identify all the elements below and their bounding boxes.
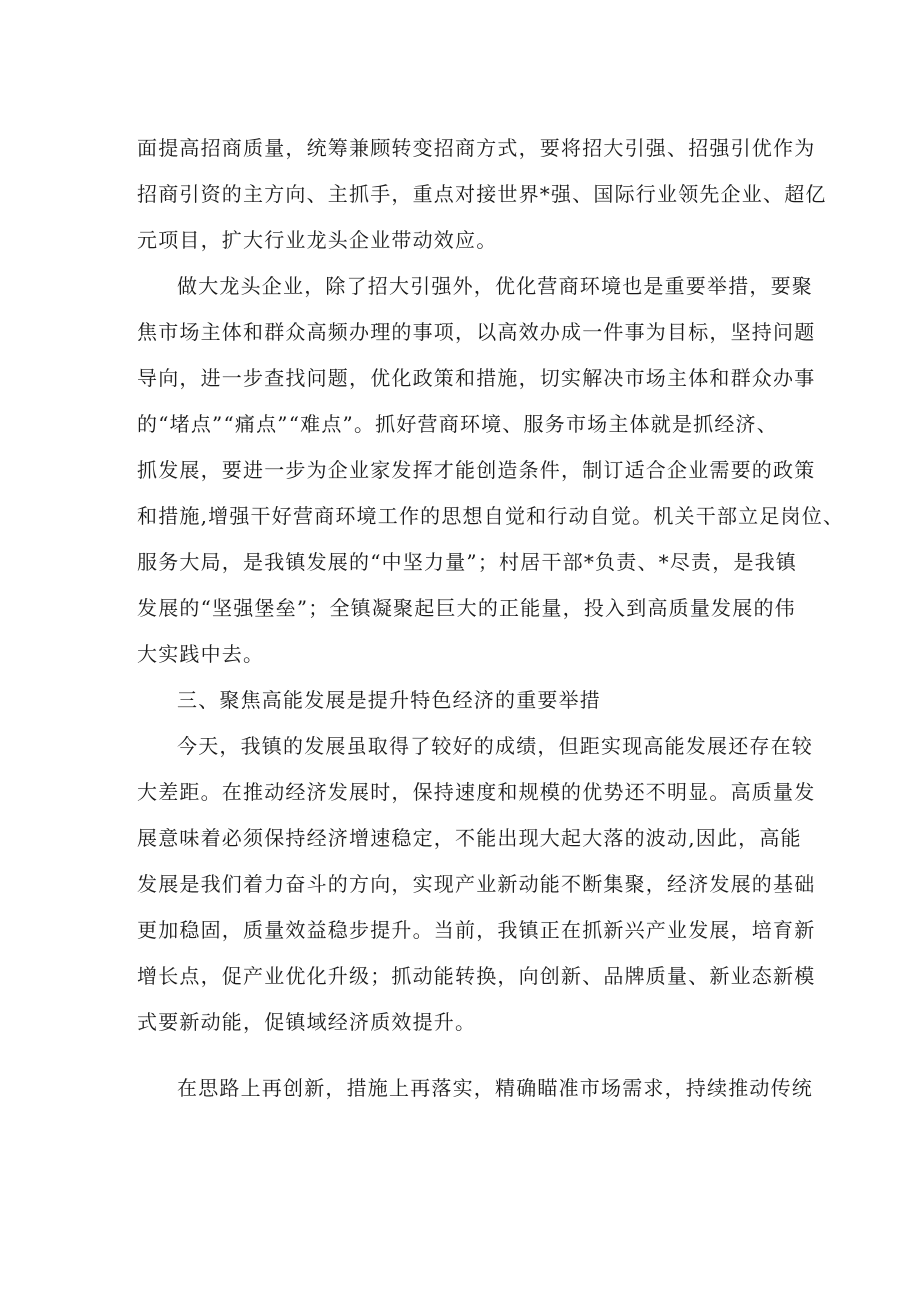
text-line-8: 抓发展，要进一步为企业家发挥才能创造条件，制订适合企业需要的政策: [137, 458, 816, 482]
text-line-16: 展意味着必须保持经济增速稳定，不能出现大起大落的波动,因此，高能: [137, 826, 802, 850]
text-line-20: 式要新动能，促镇域经济质效提升。: [137, 1010, 477, 1034]
text-line-11: 发展的“坚强堡垒”；全镇凝聚起巨大的正能量，投入到高质量发展的伟: [137, 596, 796, 620]
text-line-18: 更加稳固，质量效益稳步提升。当前，我镇正在抓新兴产业发展，培育新: [137, 918, 816, 942]
text-line-19: 增长点，促产业优化升级；抓动能转换，向创新、品牌质量、新业态新模: [137, 964, 816, 988]
text-line-21: 在思路上再创新，措施上再落实，精确瞄准市场需求，持续推动传统: [177, 1076, 813, 1100]
text-line-5: 焦市场主体和群众高频办理的事项，以高效办成一件事为目标，坚持问题: [137, 320, 816, 344]
text-line-15: 大差距。在推动经济发展时，保持速度和规模的优势还不明显。高质量发: [137, 780, 816, 804]
text-line-9: 和措施,增强干好营商环境工作的思想自觉和行动自觉。机关干部立足岗位、: [137, 504, 845, 528]
text-line-4: 做大龙头企业，除了招大引强外，优化营商环境也是重要举措，要聚: [177, 274, 813, 298]
text-line-10: 服务大局，是我镇发展的“中坚力量”；村居干部*负责、*尽责，是我镇: [137, 550, 798, 574]
text-line-17: 发展是我们着力奋斗的方向，实现产业新动能不断集聚，经济发展的基础: [137, 872, 816, 896]
text-line-2: 招商引资的主方向、主抓手，重点对接世界*强、国际行业领先企业、超亿: [137, 182, 827, 206]
text-line-1: 面提高招商质量，统筹兼顾转变招商方式，要将招大引强、招强引优作为: [137, 136, 816, 160]
text-line-12: 大实践中去。: [137, 642, 265, 666]
text-line-14: 今天，我镇的发展虽取得了较好的成绩，但距实现高能发展还存在较: [177, 734, 813, 758]
text-line-3: 元项目，扩大行业龙头企业带动效应。: [137, 228, 498, 252]
text-line-6: 导向，进一步查找问题，优化政策和措施，切实解决市场主体和群众办事: [137, 366, 816, 390]
section-heading: 三、聚焦高能发展是提升特色经济的重要举措: [177, 688, 601, 712]
text-line-7: 的“堵点”“痛点”“难点”。抓好营商环境、服务市场主体就是抓经济、: [137, 412, 778, 436]
